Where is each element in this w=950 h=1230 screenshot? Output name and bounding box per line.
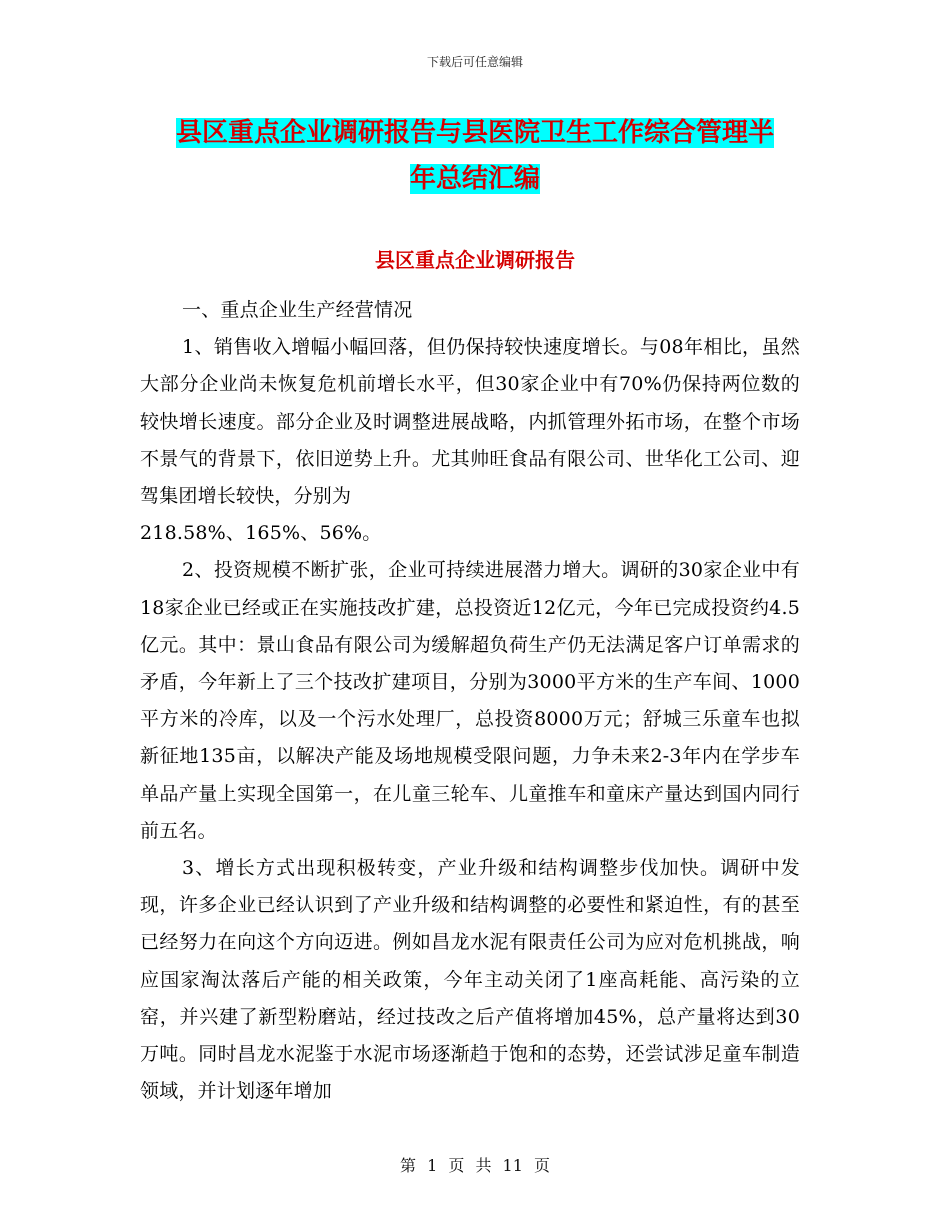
paragraph-2: 2、投资规模不断扩张，企业可持续进展潜力增大。调研的30家企业中有18家企业已经或正在实施技改扩建，总投资近12亿元，今年已完成投资约4.5亿元。其中：景山食品有限公司为缓解超负荷生产仍无法满足客户订单需求的矛盾，今年新上了三个技改扩建项目，分别为3000平方米的生产车间、1000平方米的冷库，以及一个污水处理厂，总投资8000万元；舒城三乐童车也拟新征地135亩，以解决产能及场地规模受限问题，力争未来2-3年内在学步车单品产量上实现全国第一，在儿童三轮车、儿童推车和童床产量达到国内同行前五名。	[140, 559, 800, 842]
page-number: 第 1 页 共 11 页	[400, 1156, 550, 1175]
paragraph-1: 1、销售收入增幅小幅回落，但仍保持较快速度增长。与08年相比，虽然大部分企业尚未恢复危机前增长水平，但30家企业中有70%仍保持两位数的较快增长速度。部分企业及时调整进展战略，内抓管理外拓市场，在整个市场不景气的背景下，依旧逆势上升。尤其帅旺食品有限公司、世华化工公司、迎驾集团增长较快，分别为	[140, 336, 800, 508]
title-line-1: 县区重点企业调研报告与县医院卫生工作综合管理半	[175, 118, 774, 148]
paragraph-3: 3、增长方式出现积极转变，产业升级和结构调整步伐加快。调研中发现，许多企业已经认识到了产业升级和结构调整的必要性和紧迫性，有的甚至已经努力在向这个方向迈进。例如昌龙水泥有限责任公司为应对危机挑战，响应国家淘汰落后产能的相关政策，今年主动关闭了1座高耗能、高污染的立窑，并兴建了新型粉磨站，经过技改之后产值将增加45%，总产量将达到30万吨。同时昌龙水泥鉴于水泥市场逐渐趋于饱和的态势，还尝试涉足童车制造领域，并计划逐年增加	[140, 857, 800, 1103]
paragraph-1-continued: 218.58%、165%、56%。	[140, 522, 382, 545]
title-line-2: 年总结汇编	[409, 164, 540, 194]
document-title	[140, 110, 810, 202]
header-note: 下载后可任意编辑	[426, 55, 523, 69]
body-text	[140, 292, 800, 1110]
section-title: 县区重点企业调研报告	[375, 248, 575, 272]
paragraph-heading: 一、重点企业生产经营情况	[182, 299, 413, 321]
